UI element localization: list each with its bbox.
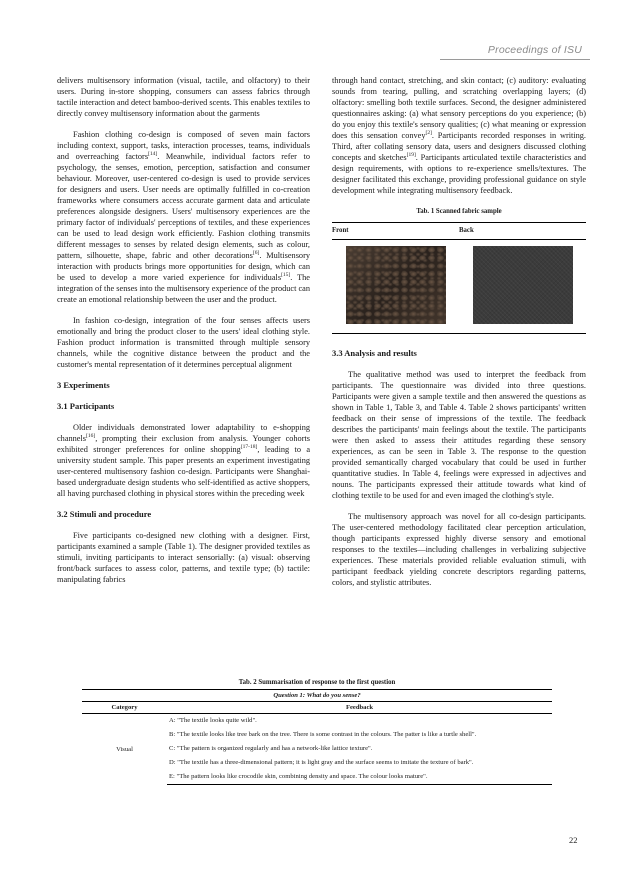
section-heading: 3 Experiments (57, 380, 110, 390)
journal-header: Proceedings of ISU (487, 44, 582, 56)
citation: [19] (406, 152, 416, 159)
left-column (57, 75, 310, 595)
citation: [6] (252, 250, 260, 257)
question-header: Question 1: What do you sense? (82, 690, 552, 702)
feedback-row: D: "The textile has a three-dimensional pattern; it is light gray and the surface seems to imitate the texture of bark". (169, 759, 474, 766)
right-column (332, 75, 586, 598)
header-rule (440, 59, 590, 60)
page-number: 22 (569, 835, 578, 845)
column-header-front: Front (332, 223, 459, 240)
paragraph: delivers multisensory information (visual, tactile, and olfactory) to their users. During in-store shopping, consumers can assess fabrics through tactile interaction and detect bamboo-derived scents. This enables textiles to directly convey multisensory information about the garments (57, 76, 310, 118)
response-table-block (82, 677, 552, 785)
paragraph: Fashion clothing co-design is composed of seven main factors including context, support, tasks, interaction processes, teams, individuals and overreaching factors[14]. Meanwhile, individual factors refer to psychology, the senses, emotion, perception, satisfaction and consumer behaviour. Moreover, user-centered co-design is used to provide services for designers and users. User needs are optimally fulfilled in co-creation frameworks where consumers access accurate garment data and articulate preferences alongside designers. Users' multisensory experiences are the primary factor of individuals' perceptions of textiles, and these experiences can be used to lead design work efficiently. Fashion clothing transmits different messages to senses by related design elements, such as colour, pattern, silhouette, shape, fabric and other decorations[6]. Multisensory interaction with products brings more opportunities for design, which can be used to develop a more varied experience for individuals[15]. The integration of the senses into the multisensory experience of the product can create an emotional relationship between the user and the product. (57, 130, 310, 304)
feedback-row: A: "The textile looks quite wild". (169, 717, 257, 724)
citation: [15] (281, 272, 291, 279)
citation: [14] (148, 151, 158, 158)
feedback-row: B: "The textile looks like tree bark on the tree. There is some contrast in the colours. The patter is like a turtle shell". (169, 731, 477, 738)
response-table (82, 689, 552, 785)
paragraph: through hand contact, stretching, and skin contact; (c) auditory: evaluating sounds from tearing, pulling, and scratching overlapping layers; (d) olfactory: smelling both textile surfaces. Second, the designer administered questionnaires asking: (a) what sensory perceptions do you experience; (b) do you enjoy this textile's sensory qualities; (c) what meaning or expression does this sensation convey[2]. Participants recorded responses in writing. Third, after collating sensory data, users and designers discussed clothing concepts and sketches[19]. Participants articulated textile characteristics and design requirements, with options to re-experience smells/textures. The designer facilitated this exchange, providing professional guidance on style development while integrating multisensory feedback. (332, 76, 586, 195)
category-header: Category (82, 702, 167, 714)
paragraph: The multisensory approach was novel for all co-design participants. The user-centered methodology facilitated clear perception articulation, though participants expressed highly diverse sensory and emotional responses to the textiles—including challenges in verbalizing subjective experiences. These materials provided reliable evaluation stimuli, with participant feedback yielding concrete descriptors regarding patterns, colors, and stylistic attributes. (332, 512, 586, 587)
paragraph: In fashion co-design, integration of the four senses affects users emotionally and bring the product closer to the users' ideal clothing style. Fashion product information is transmitted through multiple sensory channels, while the cognitive distance between the product and the customer's mental representation of it determines perceptual alignment (57, 316, 310, 369)
table2-caption: Tab. 2 Summarisation of response to the first question (238, 679, 396, 686)
table1-caption: Tab. 1 Scanned fabric sample (416, 208, 502, 215)
feedback-row: C: "The pattern is organized regularly and has a network-like lattice texture". (169, 745, 373, 752)
citation: [2] (425, 130, 432, 137)
paragraph: The qualitative method was used to interpret the feedback from participants. The questionnaire was divided into three questions. Participants were given a sample textile and then answered the questions as shown in Table 1, Table 3, and Table 4. Table 2 shows participants' written feedback on their sense of impressions of the textile. The feedback describes the participants' main feelings about the textile. The participants were then asked to assess their attitudes regarding these sensory experiences, as can be seen in Table 3. The response to the question provided semantically charged vocabulary that could be used in further quantitative studies. In Table 4, feelings were expressed in adjectives and nouns. The participants expressed their attitude towards what kind of clothing textile to be used for and even imaged the clothing's style. (332, 370, 586, 500)
citation: [17-18] (240, 444, 258, 451)
citation: [16] (86, 433, 96, 440)
fabric-back-image (473, 246, 573, 324)
column-header-back: Back (459, 223, 586, 240)
subsection-heading: 3.1 Participants (57, 401, 115, 411)
fabric-sample-table (332, 222, 586, 334)
feedback-row: E: "The pattern looks like crocodile skin, combining density and space. The colour looks mature". (167, 770, 552, 785)
fabric-front-image (346, 246, 446, 324)
category-cell: Visual (116, 745, 133, 753)
subsection-heading: 3.3 Analysis and results (332, 348, 417, 358)
paragraph: Older individuals demonstrated lower adaptability to e-shopping channels[16], prompting their exclusion from analysis. Younger cohorts exhibited stronger preferences for online shopping[17-18], leading to a university student sample. This paper presents an experiment investigating user-centered multisensory fashion co-design. Participants were Shanghai-based undergraduate design students who self-identified as active shoppers, all having purchased clothing in physical stores within the preceding week (57, 423, 311, 498)
subsection-heading: 3.2 Stimuli and procedure (57, 509, 152, 519)
feedback-header: Feedback (167, 702, 552, 714)
paragraph: Five participants co-designed new clothing with a designer. First, participants examined a sample (Table 1). The designer provided textiles as stimuli, inviting participants to interact sensorially: (a) visual: observing front/back surfaces to assess color, patterns, and textile type; (b) tactile: manipulating fabrics (57, 531, 310, 584)
